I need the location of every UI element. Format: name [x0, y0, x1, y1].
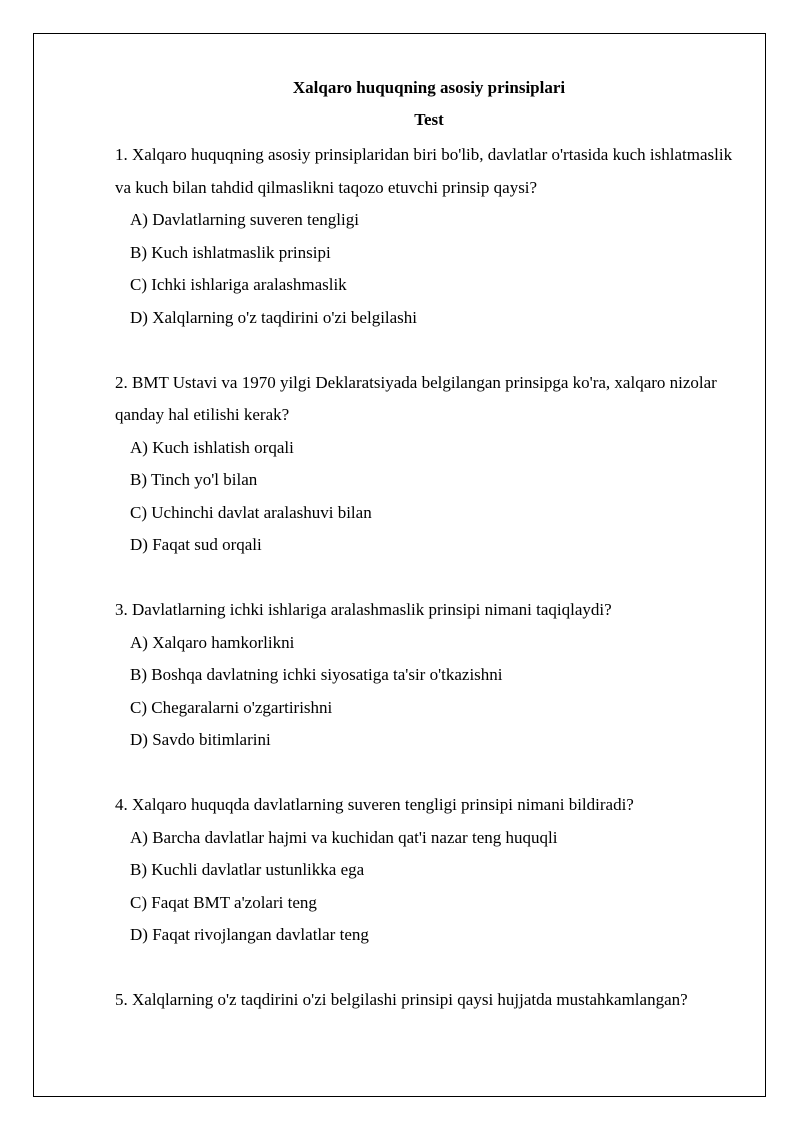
option-c: C) Chegaralarni o'zgartirishni — [130, 697, 333, 717]
question-4 — [115, 789, 735, 952]
option-c: C) Uchinchi davlat aralashuvi bilan — [130, 502, 372, 522]
option-d: D) Savdo bitimlarini — [130, 730, 271, 749]
question-text: 1. Xalqaro huquqning asosiy prinsiplaridan biri bo'lib, davlatlar o'rtasida kuch ishlatmaslik va kuch bilan tahdid qilmaslikni taqozo etuvchi prinsip qaysi? — [115, 145, 733, 197]
option-c: C) Faqat BMT a'zolari teng — [130, 892, 317, 912]
option-d: D) Faqat sud orqali — [130, 535, 262, 554]
question-1 — [115, 139, 735, 334]
option-a: A) Davlatlarning suveren tengligi — [130, 210, 359, 229]
document-subtitle: Test — [414, 110, 444, 129]
option-c: C) Ichki ishlariga aralashmaslik — [130, 275, 347, 294]
question-text: 4. Xalqaro huquqda davlatlarning suveren tengligi prinsipi nimani bildiradi? — [115, 795, 634, 814]
spacer — [115, 562, 735, 595]
question-3 — [115, 594, 735, 757]
question-text: 3. Davlatlarning ichki ishlariga aralashmaslik prinsipi nimani taqiqlaydi? — [115, 600, 612, 619]
document-body — [115, 75, 735, 1017]
option-a: A) Kuch ishlatish orqali — [130, 437, 294, 457]
spacer — [115, 334, 735, 367]
question-text: 5. Xalqlarning o'z taqdirini o'zi belgilashi prinsipi qaysi hujjatda mustahkamlangan? — [115, 990, 688, 1009]
option-b: B) Kuchli davlatlar ustunlikka ega — [130, 860, 365, 879]
question-2 — [115, 367, 735, 562]
spacer — [115, 757, 735, 790]
option-d: D) Faqat rivojlangan davlatlar teng — [130, 925, 369, 944]
option-b: B) Kuch ishlatmaslik prinsipi — [130, 242, 331, 262]
option-b: B) Tinch yo'l bilan — [130, 470, 258, 489]
document-title: Xalqaro huquqning asosiy prinsiplari — [292, 78, 566, 97]
option-d: D) Xalqlarning o'z taqdirini o'zi belgilashi — [130, 307, 418, 327]
option-b: B) Boshqa davlatning ichki siyosatiga ta'sir o'tkazishni — [130, 665, 503, 684]
question-5 — [115, 984, 735, 1017]
spacer — [115, 952, 735, 985]
option-a: A) Barcha davlatlar hajmi va kuchidan qat'i nazar teng huquqli — [130, 827, 558, 847]
question-text: 2. BMT Ustavi va 1970 yilgi Deklaratsiyada belgilangan prinsipga ko'ra, xalqaro nizolar qanday hal etilishi kerak? — [115, 372, 717, 424]
option-a: A) Xalqaro hamkorlikni — [130, 632, 295, 652]
